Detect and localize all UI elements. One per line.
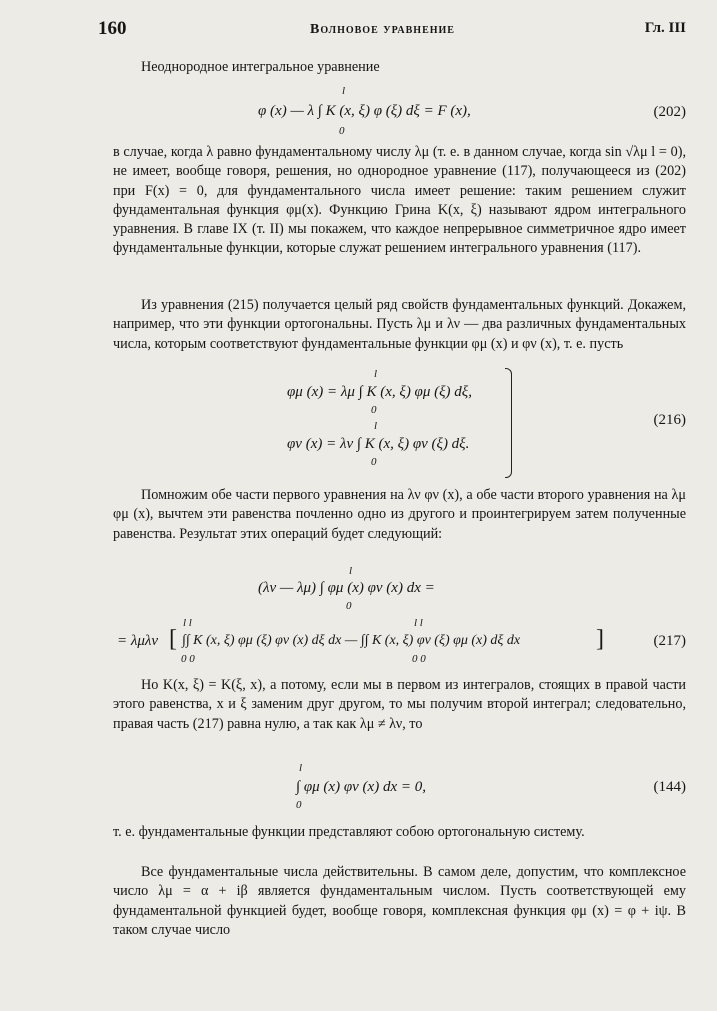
paragraph-multiply: Помножим обе части первого уравнения на λν φν (x), а обе части второго уравнения на λμ φμ (x), вычтем эти равенства почленно одно из другого и проинтегрируем затем полученные равенства. Результат этих операций будет следующий: [113,487,686,542]
integral-upper-limits: l l [414,617,423,629]
left-bracket: [ [169,626,177,652]
integral-upper-limits: l l [183,617,192,629]
page-number: 160 [98,18,127,39]
integral-upper-limit: l [374,368,378,380]
equation-202: φ (x) — λ ∫ K (x, ξ) φ (ξ) dξ = F (x), [258,103,471,119]
equation-number-217: (217) [653,633,686,649]
equation-number-216: (216) [653,412,686,428]
equation-217-coefficient: = λμλν [117,633,159,649]
integral-lower-limit: 0 [371,456,377,468]
paragraph-eigenvalue: в случае, когда λ равно фундаментальному числу λμ (т. е. в данном случае, когда sin √λμ l = 0), не имеет, вообще говоря, решения, но однородное уравнение (117), получающееся из (202) при F(x) = 0, для фундаментального числа имеет решение: таким решением служит фундаментальная функция φμ(x). Функцию Грина K(x, ξ) называют ядром интегрального уравнения. В главе IX (т. II) мы покажем, что каждое непрерывное симметричное ядро имеет фундаментальные функции, которые служат решением интегрального уравнения (117). [113,144,686,257]
integral-upper-limit: l [342,85,346,97]
equation-number-202: (202) [653,104,686,120]
equation-217-line1: (λν — λμ) ∫ φμ (x) φν (x) dx = [258,580,435,596]
equation-number-144: (144) [653,779,686,795]
integral-lower-limit: 0 [346,600,352,612]
integral-upper-limit: l [299,762,303,774]
integral-lower-limits: 0 0 [412,653,426,665]
equation-216-line1: φμ (x) = λμ ∫ K (x, ξ) φμ (ξ) dξ, [287,384,472,400]
equation-144: ∫ φμ (x) φν (x) dx = 0, [296,779,426,795]
equation-217-line2: ∫∫ K (x, ξ) φμ (ξ) φν (x) dξ dx — ∫∫ K (x, ξ) φν (ξ) φμ (x) dξ dx [182,633,521,648]
paragraph-conclusion: т. е. фундаментальные функции представляют собою ортогональную систему. [113,824,585,840]
paragraph-orthogonality: Из уравнения (215) получается целый ряд свойств фундаментальных функций. Докажем, например, что эти функции ортогональны. Пусть λμ и λν — два различных фундаментальных числа, которым соответствуют фундаментальные функции φμ (x) и φν (x), т. е. пусть [113,297,686,352]
right-brace [505,368,512,478]
integral-lower-limit: 0 [296,799,302,811]
chapter-label: Гл. III [644,20,686,36]
running-title: Волновое уравнение [310,22,455,37]
integral-lower-limit: 0 [371,404,377,416]
integral-lower-limit: 0 [339,125,345,137]
paragraph-symmetry: Но K(x, ξ) = K(ξ, x), а потому, если мы в первом из интегралов, стоящих в правой части этого равенства, x и ξ заменим друг другом, то мы получим второй интеграл; следовательно, правая часть (217) равна нулю, а так как λμ ≠ λν, то [113,677,686,732]
equation-216-line2: φν (x) = λν ∫ K (x, ξ) φν (ξ) dξ. [287,436,470,452]
paragraph-real-values: Все фундаментальные числа действительны. В самом деле, допустим, что комплексное число λμ = α + iβ является фундаментальным числом. Пусть соответствующей ему фундаментальной функцией будет, вообще говоря, комплексная функция φμ (x) = φ + iψ. В таком случае число [113,864,686,938]
running-header [98,18,686,40]
integral-upper-limit: l [374,420,378,432]
integral-lower-limits: 0 0 [181,653,195,665]
right-bracket: ] [596,626,604,652]
paragraph-intro: Неоднородное интегральное уравнение [141,59,380,75]
integral-upper-limit: l [349,565,353,577]
